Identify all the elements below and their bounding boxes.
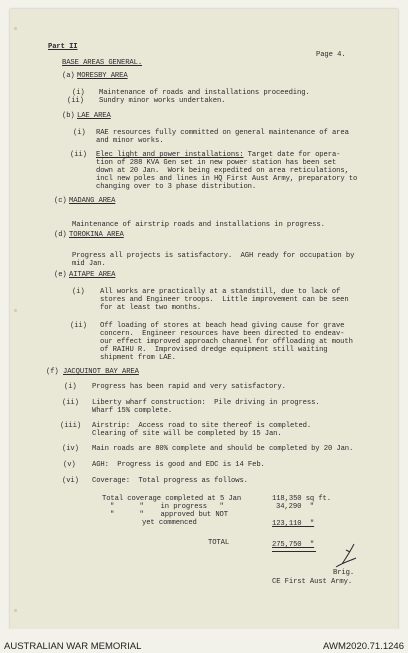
- punch-hole: [14, 27, 17, 30]
- item-text: Airstrip: Access road to site thereof is completed.: [92, 422, 312, 430]
- punch-hole: [14, 609, 17, 612]
- item-label: (i): [73, 129, 86, 137]
- document-page: [10, 9, 398, 629]
- item-label: (vi): [62, 477, 79, 485]
- item-text: Progress has been rapid and very satisfactory.: [92, 383, 286, 391]
- item-text: Target date for opera-: [243, 151, 341, 159]
- coverage-row-value: 123,110 ": [272, 520, 315, 528]
- item-text: Maintenance of roads and installations proceeding.: [99, 89, 310, 97]
- item-label: (iv): [62, 445, 79, 453]
- item-text: All works are practically at a standstill, due to lack of: [100, 288, 341, 296]
- signatory-title: CE First Aust Army.: [272, 578, 353, 586]
- archive-footer: [0, 629, 408, 653]
- item-text: down at 20 Jan. Work being expedited on area reticulations,: [96, 167, 349, 175]
- item-text: mid Jan.: [72, 260, 106, 268]
- item-text: incl new poles and lines in HQ First Aust Army, preparatory to: [96, 175, 358, 183]
- item-label: (i): [64, 383, 77, 391]
- section-title: MADANG AREA: [69, 197, 116, 205]
- coverage-total-label: TOTAL: [208, 539, 230, 547]
- coverage-row-label: " " in progress ": [110, 503, 224, 511]
- section-label: (f): [46, 368, 59, 376]
- section-title: JACQUINOT BAY AREA: [63, 368, 139, 376]
- item-text: RAE resources fully committed on general maintenance of area: [96, 129, 349, 137]
- coverage-row-label: " " approved but NOT: [110, 511, 228, 519]
- section-label: (a): [62, 72, 75, 80]
- item-text: Progress all projects is satisfactory. AGH ready for occupation by: [72, 252, 355, 260]
- coverage-row-value: 118,350 sq ft.: [272, 495, 331, 503]
- item-label: (iii): [60, 422, 82, 430]
- item-label: (i): [72, 288, 85, 296]
- item-subheading: Elec light and power installations:: [96, 151, 244, 159]
- item-label: (i): [72, 89, 85, 97]
- section-title: TOROKINA AREA: [69, 231, 124, 239]
- section-label: (b): [62, 112, 75, 120]
- coverage-row-label: Total coverage completed at 5 Jan: [102, 495, 242, 503]
- item-text: stores and Engineer troops. Little improvement can be seen: [100, 296, 349, 304]
- section-label: (e): [54, 271, 67, 279]
- item-text: Off loading of stores at beach head giving cause for grave: [100, 322, 345, 330]
- footer-accession-number: AWM2020.71.1246: [323, 641, 404, 652]
- section-label: (c): [54, 197, 67, 205]
- item-label: (ii): [70, 151, 87, 159]
- item-text: changing over to 3 phase distribution.: [96, 183, 257, 191]
- item-text: Sundry minor works undertaken.: [99, 97, 226, 105]
- item-text: tion of 288 KVA Gen set in new power station has been set: [96, 159, 337, 167]
- coverage-total-value: 275,750 ": [272, 541, 315, 549]
- item-text: AGH: Progress is good and EDC is 14 Feb.: [92, 461, 265, 469]
- section-title: AITAPE AREA: [69, 271, 116, 279]
- handwritten-signature: [306, 542, 366, 572]
- coverage-row-label: yet commenced: [142, 519, 197, 527]
- section-title: MORESBY AREA: [77, 72, 128, 80]
- item-text: our effect improved approach channel for offloading at mouth: [100, 338, 353, 346]
- item-text: concern. Engineer resources have been directed to endeav-: [100, 330, 345, 338]
- item-label: (ii): [67, 97, 84, 105]
- footer-institution: AUSTRALIAN WAR MEMORIAL: [4, 641, 142, 652]
- item-label: (ii): [62, 399, 79, 407]
- item-text: and minor works.: [96, 137, 164, 145]
- item-text: of RAIHU R. Improvised dredge equipment still waiting: [100, 346, 328, 354]
- item-text: Wharf 15% complete.: [92, 407, 173, 415]
- item-text: for at least two months.: [100, 304, 202, 312]
- item-text: Maintenance of airstrip roads and installations in progress.: [72, 221, 325, 229]
- section-title: LAE AREA: [77, 112, 111, 120]
- item-label: (v): [63, 461, 76, 469]
- main-heading: BASE AREAS GENERAL.: [62, 59, 143, 67]
- item-text: Coverage: Total progress as follows.: [92, 477, 248, 485]
- punch-hole: [14, 309, 17, 312]
- section-label: (d): [54, 231, 67, 239]
- item-text: Liberty wharf construction: Pile driving in progress.: [92, 399, 320, 407]
- item-text: Clearing of site will be completed by 15 Jan.: [92, 430, 282, 438]
- item-label: (ii): [70, 322, 87, 330]
- part-heading: Part II: [48, 43, 78, 51]
- signatory-rank: Brig.: [333, 569, 355, 577]
- page-number: Page 4.: [316, 51, 346, 59]
- item-text: Main roads are 80% complete and should be completed by 20 Jan.: [92, 445, 354, 453]
- item-text: shipment from LAE.: [100, 354, 176, 362]
- coverage-row-value: 34,290 ": [276, 503, 314, 511]
